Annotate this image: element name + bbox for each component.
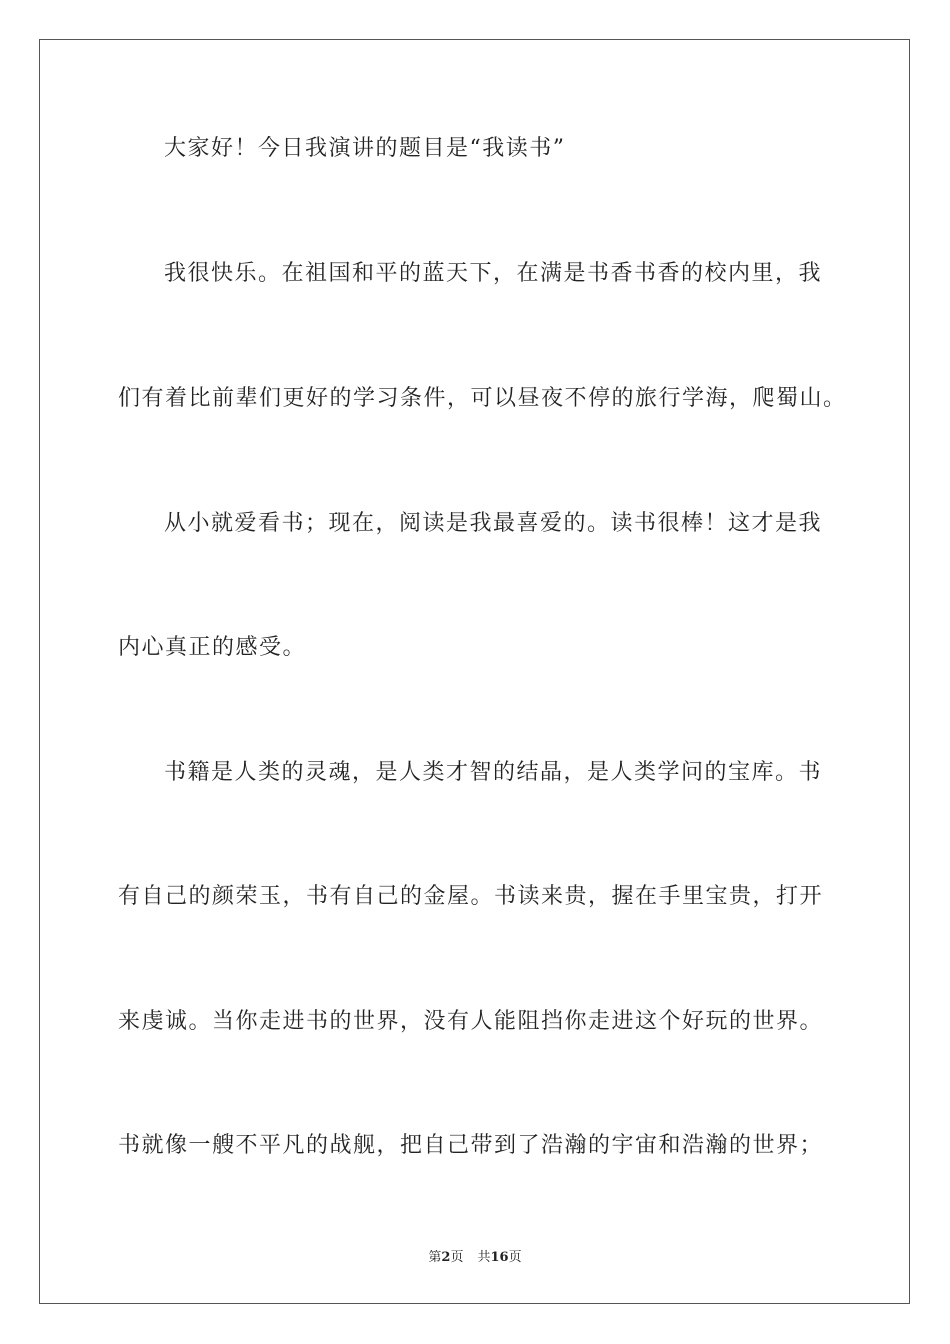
paragraph-line: 内心真正的感受。 <box>118 635 307 660</box>
total-suffix: 页 <box>508 1250 522 1265</box>
paragraph-line-greeting: 大家好！今日我演讲的题目是“我读书” <box>164 136 566 161</box>
paragraph-line: 们有着比前辈们更好的学习条件，可以昼夜不停的旅行学海，爬蜀山。 <box>118 386 847 411</box>
page-number: 2 <box>441 1250 451 1265</box>
paragraph-line: 来虔诚。当你走进书的世界，没有人能阻挡你走进这个好玩的世界。 <box>118 1009 824 1034</box>
page-prefix: 第 <box>428 1250 442 1265</box>
paragraph-line: 书籍是人类的灵魂，是人类才智的结晶，是人类学问的宝库。书 <box>164 760 823 785</box>
page-footer <box>0 1246 950 1265</box>
paragraph-line: 有自己的颜荣玉，书有自己的金屋。书读来贵，握在手里宝贵，打开 <box>118 884 824 909</box>
page-suffix: 页 <box>450 1250 464 1265</box>
total-pages: 16 <box>490 1250 509 1265</box>
paragraph-line: 从小就爱看书；现在，阅读是我最喜爱的。读书很棒！这才是我 <box>164 511 823 536</box>
total-prefix: 共 <box>477 1250 491 1265</box>
paragraph-line: 我很快乐。在祖国和平的蓝天下，在满是书香书香的校内里，我 <box>164 261 823 286</box>
page-frame <box>39 39 910 1304</box>
paragraph-line: 书就像一艘不平凡的战舰，把自己带到了浩瀚的宇宙和浩瀚的世界； <box>118 1133 824 1158</box>
